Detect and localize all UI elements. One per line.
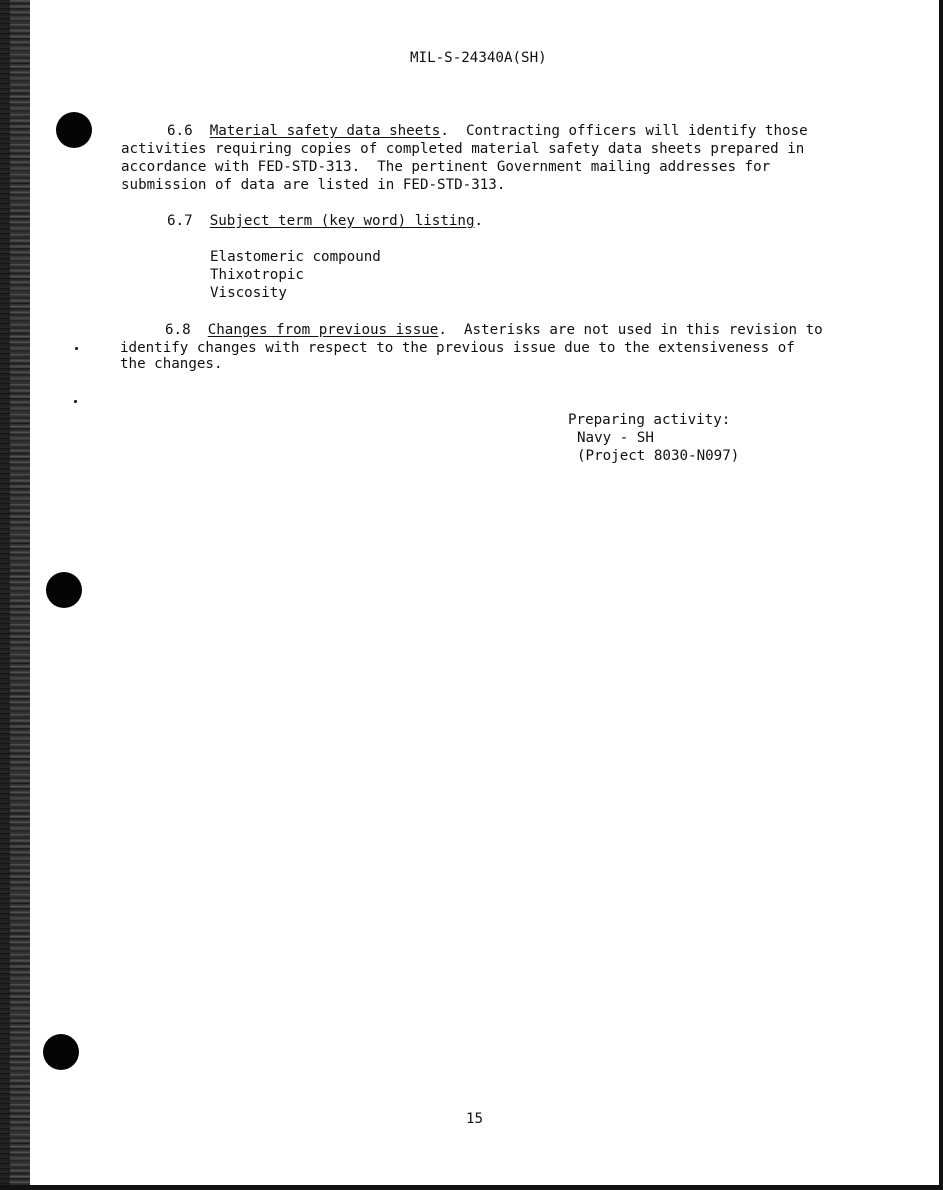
section-6-8-text: . Asterisks are not used in this revision to xyxy=(438,322,823,338)
key-word-term: Elastomeric compound xyxy=(210,249,381,265)
punch-hole-top xyxy=(56,112,92,148)
preparing-activity-project: (Project 8030-N097) xyxy=(577,448,740,464)
scan-binding-edge xyxy=(0,0,30,1190)
section-6-8-first-line xyxy=(165,321,823,339)
section-6-6-number: 6.6 xyxy=(167,123,193,139)
section-6-6-line: activities requiring copies of completed material safety data sheets prepared in xyxy=(121,141,805,157)
key-word-term: Thixotropic xyxy=(210,267,304,283)
section-6-8-heading: Changes from previous issue xyxy=(207,322,439,338)
section-6-6-first-line xyxy=(167,122,808,140)
section-6-6-line: accordance with FED-STD-313. The pertinent Government mailing addresses for xyxy=(121,159,771,175)
scan-right-edge xyxy=(939,0,943,1190)
section-6-7-heading-line xyxy=(167,212,483,230)
preparing-activity-org: Navy - SH xyxy=(577,430,654,446)
scan-bottom-edge xyxy=(0,1185,943,1190)
punch-hole-bottom xyxy=(43,1034,79,1070)
preparing-activity-label: Preparing activity: xyxy=(568,412,731,428)
section-6-6-text: . Contracting officers will identify those xyxy=(440,123,808,139)
section-6-8-number: 6.8 xyxy=(165,322,191,338)
document-number-header: MIL-S-24340A(SH) xyxy=(410,50,547,66)
section-6-7-number: 6.7 xyxy=(167,213,193,229)
section-6-6-line: submission of data are listed in FED-STD-313. xyxy=(121,177,506,193)
scan-speck xyxy=(74,400,77,403)
section-6-8-line: identify changes with respect to the previous issue due to the extensiveness of xyxy=(120,340,795,356)
section-6-8-line: the changes. xyxy=(120,356,223,372)
section-6-6-heading: Material safety data sheets xyxy=(209,123,441,139)
key-word-term: Viscosity xyxy=(210,285,287,301)
punch-hole-middle xyxy=(46,572,82,608)
section-6-7-heading: Subject term (key word) listing xyxy=(209,213,475,229)
scan-speck xyxy=(75,347,78,350)
page-number: 15 xyxy=(466,1111,484,1127)
section-6-7-heading-tail: . xyxy=(474,213,484,229)
